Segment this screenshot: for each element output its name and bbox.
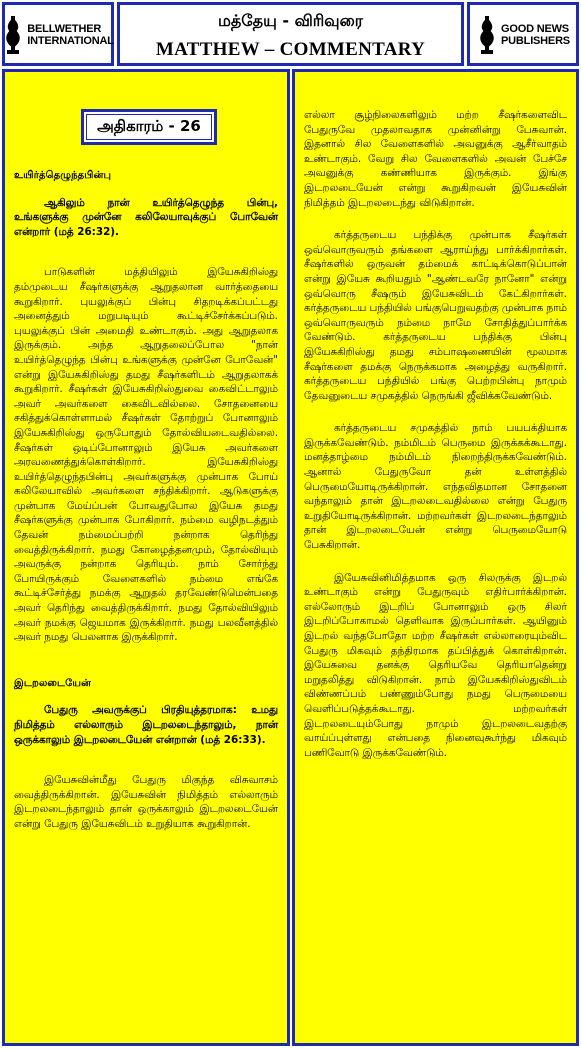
bellwether-logo-icon bbox=[2, 14, 24, 56]
left-column-text bbox=[14, 169, 278, 832]
section2-heading: இடறலடையேன் bbox=[14, 677, 92, 689]
section1-verse: ஆகிலும் நான் உயிர்த்தெழுந்த பின்பு, உங்களுக்கு முன்னே கலிலேயாவுக்குப் போவேன் என்றார் (மத் 26:32). bbox=[14, 196, 278, 238]
left-column bbox=[2, 69, 290, 1046]
good-news-logo-icon bbox=[476, 14, 498, 56]
right-logo-line2: PUBLISHERS bbox=[501, 35, 570, 47]
left-logo-line2: INTERNATIONAL bbox=[27, 35, 114, 47]
right-column bbox=[292, 69, 579, 1046]
section1-paragraph: பாடுகளின் மத்தியிலும் இயேசுகிறிஸ்து தம்முடைய சீஷர்களுக்கு ஆறுதலான வார்த்தையை கூறுகிறார். புயலுக்குப் பின்பு சிதறடிக்கப்பட்டது அனைத்தும் மறுபடியும் கூட்டிச்சேர்க்கப்படும். புயலுக்குப் பின் அமைதி உண்டாகும். அது ஆறுதலாக இருக்கும். அந்த ஆறுதலைப்போல "நான் உயிர்த்தெழுந்த பின்பு உங்களுக்கு முன்னே போவேன்" என்று இயேசுகிறிஸ்து தமது சீஷர்களிடம் ஆறுதலாகக் கூறுகிறார். சீஷர்கள் இயேசுகிறிஸ்துவை கைவிட்டாலும் அவர் அவர்களை கைவிடவில்லை. சோதனையை சகித்துக்கொள்ளாமல் சீஷர்கள் தோற்றுப் போனாலும் இயேசுகிறிஸ்து ஒருபோதும் தோல்வியடைவதில்லை. சீஷர்கள் ஒடிப்போனாலும் இயேசு அவர்களை அரவணைத்துக்கொள்கிறார். இயேசுகிறிஸ்து உயிர்த்தெழுந்தபின்பு அவர்களுக்கு முன்பாக போய் கலிலேயாவில் அவர்களை சந்திக்கிறார். ஆடுகளுக்கு முன்பாக மேய்ப்பன் போவதுபோல இயேசு தமது சீஷர்களுக்கு முன்பாக போகிறார். நம்மை வழிநடத்தும் தேவன் நம்மைப்பற்றி நன்றாக தெரிந்து வைத்திருக்கிறார். நமது கோழைத்தனமும், தோல்வியும் அவருக்கு நன்றாக தெரியும். நாம் சோர்ந்து போயிருக்கும் வேளைகளில் நம்மை எங்கே கூட்டிச்சேர்த்து நமக்கு ஆறுதல் தரவேண்டுமென்பதை அவர் தெரிந்து வைத்திருக்கிறார். நமது தோல்வியிலும் அவர் நமக்கு ஜெயமாக இருக்கிறார். நமது பலவீனத்தில் அவர் நமது பெலனாக இருக்கிறார். bbox=[14, 266, 278, 644]
section1-heading: உயிர்த்தெழுந்தபின்பு bbox=[14, 170, 112, 181]
header-left-logo-box bbox=[2, 2, 114, 66]
section2-paragraph: இயேசுவின்மீது பேதுரு மிகுந்த விசுவாசம் வைத்திருக்கிறான். இயேசுவின் நிமித்தம் எல்லாரும் இடறலடைந்தாலும் தான் ஒருக்காலும் இடறலடையேன் என்று பேதுரு இயேசுவிடம் உறுதியாக கூறுகிறான். bbox=[14, 774, 278, 830]
header-title-box bbox=[117, 2, 464, 66]
right-paragraph-1: எல்லா சூழ்நிலைகளிலும் மற்ற சீஷர்களைவிட பேதுருவே முதலாவதாக முன்னின்று பேசுவான். இதனால் சில வேளைகளில் அவனுக்கு ஆசீர்வாதம் உண்டாகும். வேறு சில வேளைகளில் அவன் பேச்சே அவனுக்கு கண்ணியாக இருக்கும். இங்கு இடறலடையேன் என்று கூறுகிறவன் இயேசுவின் நிமித்தம் இடறலடைந்து விடுகிறான். bbox=[304, 109, 567, 209]
title-tamil: மத்தேயு - விரிவுரை bbox=[217, 11, 363, 30]
bellwether-logo bbox=[9, 11, 114, 59]
right-column-text bbox=[304, 108, 567, 760]
left-logo-line1: BELLWETHER bbox=[27, 23, 102, 35]
chapter-box bbox=[81, 109, 217, 145]
right-paragraph-4: இயேசுவினிமித்தமாக ஒரு சிலருக்கு இடறல் உண்டாகும் என்று பேதுருவும் எதிர்பார்க்கிறான். எல்லோரும் இடறிப் போனாலும் ஒரு சிலர் இடறிப்போகாமல் தெளிவாக இருப்பார்கள். ஆயினும் இடறல் வந்தபோதோ மற்ற சீஷர்கள் எல்லாரையும்விட பேதுரு மிகவும் தந்திரமாக தப்பித்துக் கொள்கிறான். இயேசுவை தனக்கு தெரியவே தெரியாதென்று மறுதலித்து விடுகிறான். நாம் இயேசுகிறிஸ்துவிடம் விண்ணப்பம் பண்ணும்போது நமது பெருமையை வெளிப்படுத்தக்கூடாது. மற்றவர்கள் இடறலடையும்போது நாமும் இடறலடைவதற்கு வாய்ப்புள்ளது என்பதை நினைவுகூர்ந்து மிகவும் பணிவோடு இருக்கவேண்டும். bbox=[304, 571, 567, 759]
good-news-logo bbox=[474, 11, 572, 59]
right-paragraph-2: கர்த்தருடைய பந்திக்கு முன்பாக சீஷர்கள் ஒவ்வொருவரும் தங்களை ஆராய்ந்து பார்க்கிறார்கள். சீஷர்களில் ஒருவன் தம்மைக் காட்டிக்கொடுப்பான் என்று இயேசு கூறியதும் "ஆண்டவரே நானோ" என்று ஒவ்வொரு சீஷரும் இயேசுவிடம் கேட்கிறார்கள். கர்த்தருடைய பந்தியில் பங்குபெறுவதற்கு முன்பாக நாம் ஒவ்வொருவரும் நம்மை நாமே சோதித்துப்பார்க்க வேண்டும். கர்த்தருடைய பந்திக்கு பின்பு இயேசுகிறிஸ்து தமது சம்பாஷணையின் மூலமாக சீஷர்களை தமக்கு நெருக்கமாக அழைத்து வருகிறார். கர்த்தருடைய பந்தியில் பங்கு பெற்றபின்பு நாமும் தேவனுடைய சமுகத்தில் நெருங்கி ஜீவிக்கவேண்டும். bbox=[304, 229, 568, 402]
right-logo-line1: GOOD NEWS bbox=[501, 23, 569, 35]
right-paragraph-3: கர்த்தருடைய சமுகத்தில் நாம் பயபக்தியாக இருக்கவேண்டும். நம்மிடம் பெருமை இருக்கக்கூடாது. மனத்தாழ்மை நம்மிடம் நிறைந்திருக்கவேண்டும். ஆனால் பேதுருவோ தன் உள்ளத்தில் பெருமையோடிருக்கிறான். எந்தவிதமான சோதனை வந்தாலும் தான் இடறலடைவதில்லை என்று பேதுரு உறுதியோடிருக்கிறான். மற்றவர்கள் இடறலடைந்தாலும் தான் இடறலடையேன் என்று பெருமையோடு பேசுகிறான். bbox=[304, 422, 567, 552]
header-right-logo-box bbox=[467, 2, 579, 66]
title-english: MATTHEW – COMMENTARY bbox=[155, 39, 426, 60]
chapter-label: அதிகாரம் - 26 bbox=[86, 114, 212, 140]
section2-verse: பேதுரு அவருக்குப் பிரதியுத்தரமாக: உமது நிமித்தம் எல்லாரும் இடறலடைந்தாலும், நான் ஒருக்காலும் இடறலடையேன் என்றான் (மத் 26:33). bbox=[14, 704, 278, 746]
